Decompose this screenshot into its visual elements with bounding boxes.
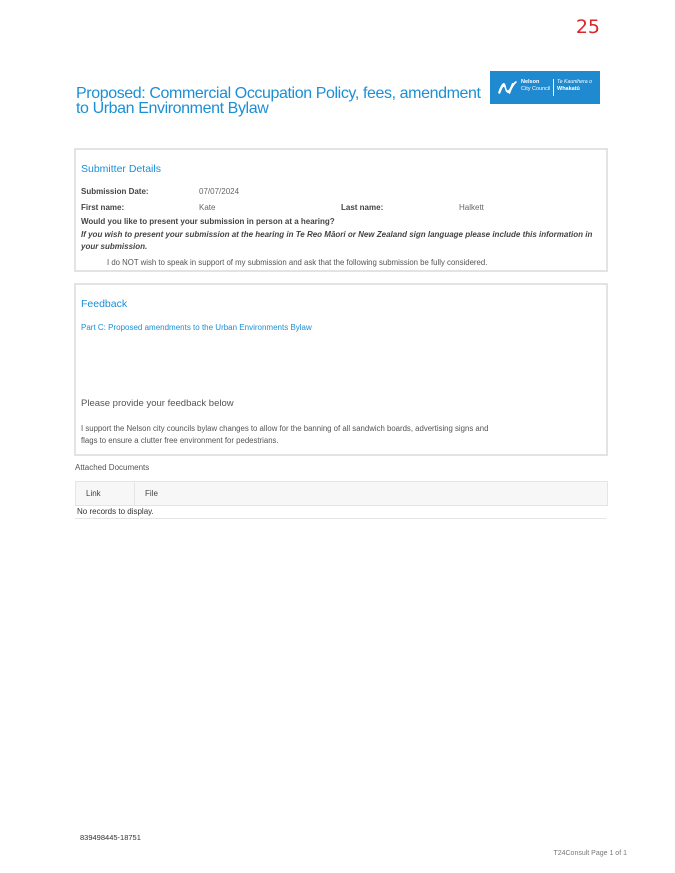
- submitter-details-panel: [74, 148, 608, 272]
- page-footer: T24Consult Page 1 of 1: [553, 850, 627, 857]
- column-divider: [134, 482, 135, 505]
- submission-date-value: 07/07/2024: [199, 187, 240, 196]
- first-name-value: Kate: [199, 203, 216, 212]
- feedback-prompt: Please provide your feedback below: [81, 398, 234, 409]
- first-name-label: First name:: [81, 203, 125, 212]
- last-name-value: Halkett: [459, 203, 484, 212]
- hearing-note: If you wish to present your submission at the hearing in Te Reo Māori or New Zealand sign language please include this information in your submission.: [81, 230, 593, 251]
- logo-line-2: City Council: [521, 86, 551, 92]
- attached-documents-heading: Attached Documents: [75, 463, 150, 472]
- feedback-text-line-1: I support the Nelson city councils bylaw changes to allow for the banning of all sandwich boards, advertising signs and: [81, 424, 489, 433]
- page-number: 25: [575, 16, 600, 38]
- submission-date-label: Submission Date:: [81, 187, 149, 196]
- no-records-message: No records to display.: [77, 507, 154, 516]
- logo-line-3: Te Kaunihera o: [557, 79, 592, 85]
- logo-line-1: Nelson: [521, 79, 540, 85]
- attachments-empty-row: [75, 504, 606, 519]
- nelson-logo-icon: [496, 77, 518, 97]
- column-header-link[interactable]: Link: [86, 489, 101, 498]
- hearing-question: Would you like to present your submission in person at a hearing?: [81, 217, 335, 226]
- document-title: Proposed: Commercial Occupation Policy, fees, amendment to Urban Environment Bylaw: [76, 85, 481, 117]
- column-header-file[interactable]: File: [145, 489, 158, 498]
- document-id: 839498445-18751: [80, 833, 141, 842]
- logo-divider: [553, 79, 554, 96]
- feedback-text-line-2: flags to ensure a clutter free environment for pedestrians.: [81, 436, 279, 445]
- feedback-part: Part C: Proposed amendments to the Urban Environments Bylaw: [81, 323, 312, 332]
- hearing-answer: I do NOT wish to speak in support of my submission and ask that the following submission be fully considered.: [107, 258, 488, 267]
- submitter-details-heading: Submitter Details: [81, 163, 161, 175]
- logo-line-4: Whakatū: [557, 86, 580, 92]
- last-name-label: Last name:: [341, 203, 384, 212]
- attachments-table-header: [75, 481, 608, 506]
- council-logo: [490, 71, 600, 104]
- feedback-panel: [74, 283, 608, 456]
- feedback-heading: Feedback: [81, 298, 128, 310]
